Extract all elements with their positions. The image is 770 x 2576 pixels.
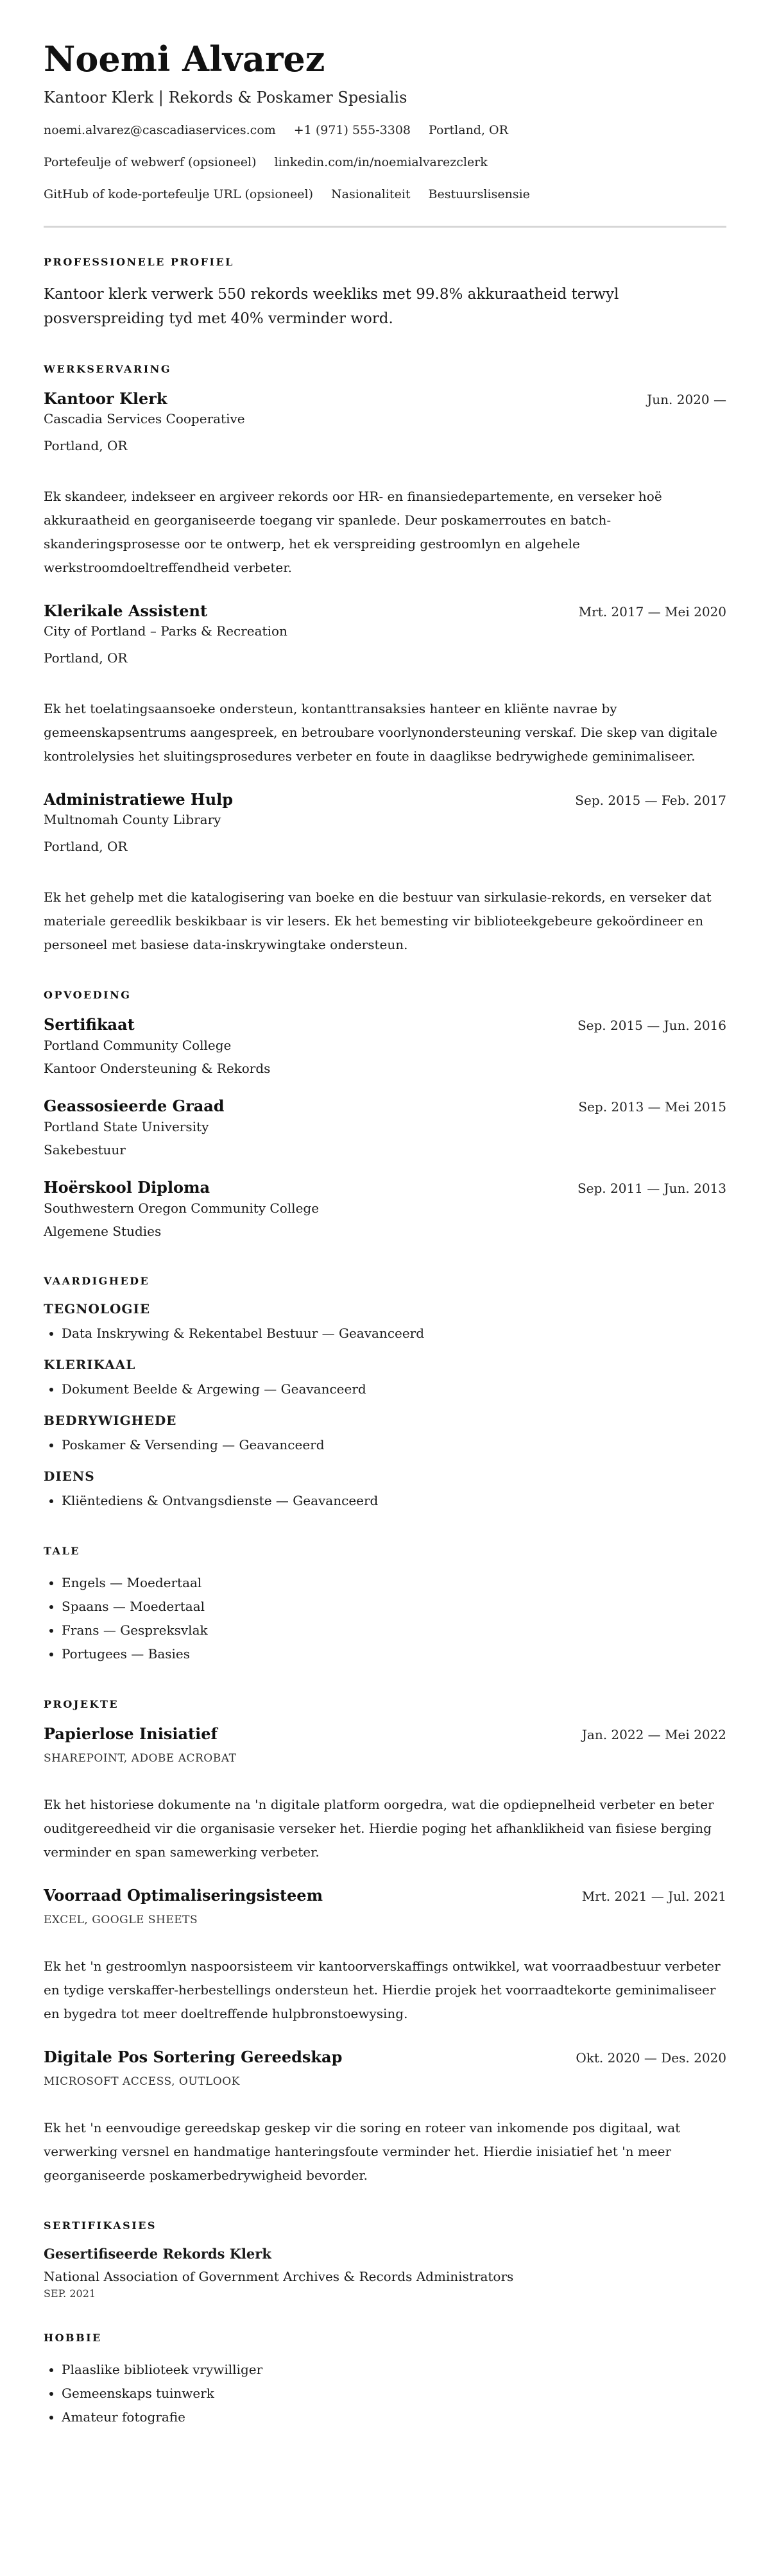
job-title: Kantoor Klerk: [44, 389, 167, 408]
field-of-study: Kantoor Ondersteuning & Rekords: [44, 1061, 271, 1076]
projects-section: [44, 1698, 726, 2187]
section-title: PROFESSIONELE PROFIEL: [44, 256, 234, 268]
job-dates: Jun. 2020 —: [647, 392, 726, 407]
education-entry: [44, 1015, 726, 1080]
project-name: Voorraad Optimaliseringsisteem: [44, 1886, 323, 1905]
contact-info: [44, 122, 726, 203]
contact-item: Portland, OR: [429, 123, 508, 137]
contact-item: Bestuurslisensie: [428, 187, 530, 201]
project-name: Papierlose Inisiatief: [44, 1724, 218, 1743]
languages-section: [44, 1545, 726, 1666]
contact-item: GitHub of kode-portefeulje URL (opsioneel): [44, 187, 313, 201]
skill-category: DIENS: [44, 1469, 95, 1484]
job-dates: Mrt. 2017 — Mei 2020: [578, 604, 726, 619]
job-title: Klerikale Assistent: [44, 602, 208, 620]
project-dates: Mrt. 2021 — Jul. 2021: [581, 1889, 726, 1904]
entry-header: [44, 2048, 726, 2066]
school-name: Portland Community College: [44, 1038, 232, 1053]
degree-name: Geassosieerde Graad: [44, 1097, 225, 1115]
skill-item: • Poskamer & Versending — Geavanceerd: [62, 1433, 726, 1457]
job-location: Portland, OR: [44, 650, 128, 666]
contact-row: [44, 122, 726, 139]
degree-name: Hoërskool Diploma: [44, 1178, 210, 1197]
contact-row: [44, 186, 726, 203]
entry-header: [44, 790, 726, 809]
project-description: Ek het 'n eenvoudige gereedskap geskep vir die soring en roteer van inkomende pos digitaal, wat verwerking versnel en handmatige hanteringsfoute verminder het. Hierdie inisiatief het 'n meer georganiseerde poskamerbedrywigheid bevorder.: [44, 2120, 681, 2183]
languages-list: [44, 1571, 726, 1666]
entry-header: [44, 1886, 726, 1905]
contact-item: linkedin.com/in/noemialvarezclerk: [274, 155, 488, 169]
project-technologies: MICROSOFT ACCESS, OUTLOOK: [44, 2075, 240, 2088]
hobbies-section: [44, 2332, 726, 2429]
entry-header: [44, 1097, 726, 1115]
experience-entry: [44, 790, 726, 957]
skill-category: TEGNOLOGIE: [44, 1301, 151, 1317]
contact-item: noemi.alvarez@cascadiaservices.com: [44, 123, 276, 137]
job-title: Administratiewe Hulp: [44, 790, 234, 809]
skill-list: [44, 1433, 726, 1457]
language-item: • Frans — Gespreksvlak: [62, 1619, 726, 1642]
project-name: Digitale Pos Sortering Gereedskap: [44, 2048, 343, 2066]
section-title: TALE: [44, 1545, 80, 1557]
section-title: WERKSERVARING: [44, 363, 171, 375]
skill-list: [44, 1377, 726, 1401]
education-dates: Sep. 2015 — Jun. 2016: [577, 1018, 726, 1033]
language-item: • Engels — Moedertaal: [62, 1571, 726, 1595]
hobbies-list: [44, 2358, 726, 2429]
entry-header: [44, 389, 726, 408]
project-entry: [44, 2048, 726, 2187]
school-name: Southwestern Oregon Community College: [44, 1200, 320, 1216]
job-location: Portland, OR: [44, 839, 128, 854]
job-dates: Sep. 2015 — Feb. 2017: [575, 793, 726, 808]
company-name: Multnomah County Library: [44, 812, 221, 827]
project-technologies: SHAREPOINT, ADOBE ACROBAT: [44, 1752, 237, 1765]
project-entry: [44, 1724, 726, 1864]
certification-name: Gesertifiseerde Rekords Klerk: [44, 2246, 271, 2262]
profile-section: [44, 256, 726, 331]
project-dates: Jan. 2022 — Mei 2022: [581, 1727, 726, 1742]
profile-summary: Kantoor klerk verwerk 550 rekords weekliks met 99.8% akkuraatheid terwyl posverspreiding tyd met 40% verminder word.: [44, 286, 619, 327]
candidate-name: Noemi Alvarez: [44, 38, 325, 80]
entry-header: [44, 1015, 726, 1034]
section-title: VAARDIGHEDE: [44, 1275, 150, 1287]
certification-entry: [44, 2246, 726, 2300]
section-title: OPVOEDING: [44, 989, 132, 1001]
language-item: • Portugees — Basies: [62, 1642, 726, 1666]
education-section: [44, 989, 726, 1243]
job-description: Ek het gehelp met die katalogisering van boeke en die bestuur van sirkulasie-rekords, en verseker dat materiale gereedlik beskikbaar is vir lesers. Ek het bemesting vir biblioteekgebeure gekoördineer en personeel met basiese data-inskrywingtake ondersteun.: [44, 889, 712, 952]
education-dates: Sep. 2013 — Mei 2015: [578, 1099, 726, 1115]
job-description: Ek skandeer, indekseer en argiveer rekords oor HR- en finansiedepartemente, en verseker hoë akkuraatheid en georganiseerde toegang vir spanlede. Deur poskamerroutes en batch-skanderingsprosesse oor te ontwerp, het ek verspreiding gestroomlyn en algehele werkstroomdoeltreffendheid verbeter.: [44, 489, 662, 575]
project-dates: Okt. 2020 — Des. 2020: [576, 2050, 726, 2066]
school-name: Portland State University: [44, 1119, 209, 1134]
job-location: Portland, OR: [44, 438, 128, 453]
section-title: SERTIFIKASIES: [44, 2219, 157, 2232]
project-technologies: EXCEL, GOOGLE SHEETS: [44, 1914, 198, 1926]
language-item: • Spaans — Moedertaal: [62, 1595, 726, 1619]
project-description: Ek het historiese dokumente na 'n digitale platform oorgedra, wat die opdiepnelheid verbeter en beter ouditgereedheid vir die organisasie verseker het. Hierdie poging het afhanklikheid van fisiese berging verminder en span samewerking verbeter.: [44, 1797, 714, 1860]
education-entry: [44, 1178, 726, 1243]
skill-list: [44, 1322, 726, 1345]
job-description: Ek het toelatingsaansoeke ondersteun, kontanttransaksies hanteer en kliënte navrae by gemeenskapsentrums aangespreek, en betroubare voorlynondersteuning verskaf. Die skep van digitale kontrolelysies het sluitingsprosedures verbeter en foute in daaglikse bedrywighede geminimaliseer.: [44, 701, 717, 764]
entry-header: [44, 1178, 726, 1197]
experience-entry: [44, 389, 726, 580]
skill-item: • Data Inskrywing & Rekentabel Bestuur — Geavanceerd: [62, 1322, 726, 1345]
company-name: City of Portland – Parks & Recreation: [44, 623, 287, 639]
skill-item: • Dokument Beelde & Argewing — Geavanceerd: [62, 1377, 726, 1401]
skill-category: BEDRYWIGHEDE: [44, 1413, 177, 1428]
company-name: Cascadia Services Cooperative: [44, 411, 245, 426]
degree-name: Sertifikaat: [44, 1015, 135, 1034]
project-description: Ek het 'n gestroomlyn naspoorsisteem vir kantoorverskaffings ontwikkel, wat voorraadbestuur verbeter en tydige verskaffer-herbestellings ondersteun het. Hierdie projek het voorraadtekorte geminimaliseer en bygedra tot meer doeltreffende hulpbronstoewysing.: [44, 1958, 721, 2021]
education-dates: Sep. 2011 — Jun. 2013: [577, 1181, 726, 1196]
education-entry: [44, 1097, 726, 1161]
contact-item: Portefeulje of webwerf (opsioneel): [44, 155, 257, 169]
resume-header: [44, 38, 726, 203]
hobby-item: • Amateur fotografie: [62, 2405, 726, 2429]
contact-row: [44, 154, 726, 171]
skill-item: • Kliëntediens & Ontvangsdienste — Geavanceerd: [62, 1489, 726, 1513]
hobby-item: • Plaaslike biblioteek vrywilliger: [62, 2358, 726, 2382]
field-of-study: Sakebestuur: [44, 1142, 126, 1158]
section-title: HOBBIE: [44, 2332, 102, 2344]
entry-header: [44, 1724, 726, 1743]
entry-header: [44, 602, 726, 620]
header-divider: [44, 226, 726, 228]
hobby-item: • Gemeenskaps tuinwerk: [62, 2382, 726, 2405]
candidate-tagline: Kantoor Klerk | Rekords & Poskamer Spesialis: [44, 88, 407, 106]
certification-date: SEP. 2021: [44, 2287, 96, 2300]
certification-issuer: National Association of Government Archives & Records Administrators: [44, 2269, 514, 2284]
field-of-study: Algemene Studies: [44, 1224, 162, 1239]
experience-section: [44, 363, 726, 957]
skills-section: [44, 1275, 726, 1513]
contact-item: +1 (971) 555-3308: [293, 123, 411, 137]
contact-item: Nasionaliteit: [331, 187, 411, 201]
skill-list: [44, 1489, 726, 1513]
section-title: PROJEKTE: [44, 1698, 119, 1710]
certifications-section: [44, 2219, 726, 2300]
project-entry: [44, 1886, 726, 2026]
experience-entry: [44, 602, 726, 768]
skill-category: KLERIKAAL: [44, 1357, 136, 1372]
